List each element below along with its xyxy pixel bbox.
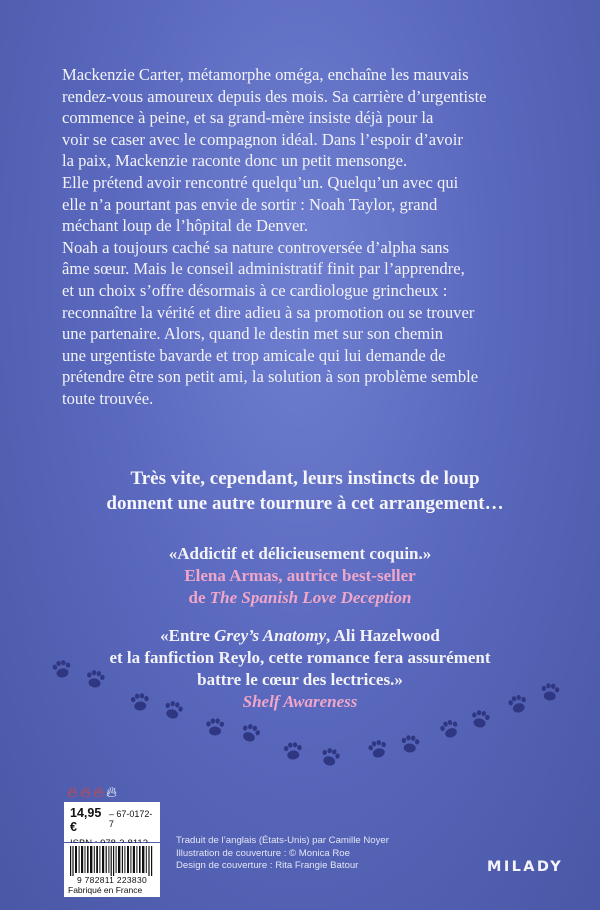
paw-print-icon <box>507 693 529 714</box>
publisher-logo: MILADY <box>487 859 564 875</box>
paw-print-icon <box>163 699 185 720</box>
show-title: Grey’s Anatomy <box>214 626 327 645</box>
blurb-line: méchant loup de l’hôpital de Denver. <box>62 216 309 236</box>
barcode <box>70 846 154 876</box>
barcode-number: 9 782811 223830 <box>76 875 148 885</box>
illustration-credit: Illustration de couverture : © Monica Roe <box>176 847 350 859</box>
flame-icon: 🔥︎ <box>93 785 105 801</box>
paw-print-icon <box>239 722 261 744</box>
blurb-line: rendez-vous amoureux depuis des mois. Sa carrière d’urgentiste <box>62 86 487 106</box>
blurb-line: Noah a toujours caché sa nature controversée d’alpha sans <box>62 237 450 257</box>
quote-attribution-book <box>40 587 560 609</box>
blurb-line: voir se caser avec le compagnon idéal. Dans l’espoir d’avoir <box>62 129 463 149</box>
blurb-line: reconnaître la vérité et dire adieu à sa promotion ou se trouver <box>62 302 475 322</box>
paw-print-icon <box>320 746 342 767</box>
blurb-line: elle n’a pourtant pas envie de sortir : Noah Taylor, grand <box>62 194 438 214</box>
flame-icon: 🔥︎ <box>80 785 92 801</box>
source-title: Shelf Awareness <box>242 692 358 711</box>
made-in-label: Fabriqué en France <box>68 885 143 895</box>
translation-credit: Traduit de l’anglais (États-Unis) par Camille Noyer <box>176 835 389 846</box>
review-quote-1 <box>40 543 560 609</box>
quote-text: «Addictif et délicieusement coquin.» <box>168 544 432 563</box>
blurb-line: une partenaire. Alors, quand le destin met sur son chemin <box>62 324 444 344</box>
attribution-prefix: de <box>188 588 210 607</box>
blurb-line: la paix, Mackenzie raconte donc un petit mensonge. <box>62 151 408 171</box>
credits <box>176 835 389 873</box>
paw-print-icon <box>541 683 560 702</box>
blurb-line: toute trouvée. <box>62 388 154 408</box>
paw-print-icon <box>85 669 105 689</box>
paw-print-icon <box>439 718 461 740</box>
quote-attribution: Elena Armas, autrice best-seller <box>184 566 416 585</box>
price-label <box>64 802 160 842</box>
book-title: The Spanish Love Deception <box>209 588 412 607</box>
quote-line <box>40 625 560 647</box>
blurb-line: commence à peine, et sa grand-mère insiste déjà pour la <box>62 108 434 128</box>
price: 14,95 € <box>70 806 102 834</box>
back-cover-blurb <box>62 64 550 410</box>
barcode-label <box>64 843 160 897</box>
paw-print-icon <box>283 742 302 761</box>
paw-print-icon <box>130 693 149 712</box>
paw-print-icon <box>401 735 420 754</box>
quote-prefix: «Entre <box>160 626 215 645</box>
paw-print-icon <box>367 738 389 759</box>
design-credit: Design de couverture : Rita Frangie Batour <box>176 860 359 872</box>
product-code: – 67-0172-7 <box>108 809 153 829</box>
blurb-line: une urgentiste bavarde et trop amicale qui lui demande de <box>62 345 446 365</box>
flame-outline-icon: 🔥︎ <box>106 785 118 801</box>
tagline <box>55 466 555 516</box>
tagline-line-2: donnent une autre tournure à cet arrangement… <box>106 493 504 514</box>
blurb-line: Mackenzie Carter, métamorphe oméga, enchaîne les mauvais <box>62 65 469 84</box>
heat-rating <box>67 784 117 802</box>
paw-print-icon <box>470 709 490 729</box>
quote-line: et la fanfiction Reylo, cette romance fera assurément <box>109 648 491 667</box>
quote-suffix: , Ali Hazelwood <box>326 626 440 645</box>
paw-print-icon <box>206 718 224 735</box>
blurb-line: prétendre être son petit ami, la solution à son problème semble <box>62 367 479 387</box>
paw-print-icon <box>52 659 72 679</box>
blurb-line: et un choix s’offre désormais à ce cardiologue grincheux : <box>62 280 448 300</box>
blurb-line: Elle prétend avoir rencontré quelqu’un. Quelqu’un avec qui <box>62 172 459 192</box>
flame-icon: 🔥︎ <box>67 785 79 801</box>
quote-line: battre le cœur des lectrices.» <box>197 670 403 689</box>
blurb-line: âme sœur. Mais le conseil administratif finit par l’apprendre, <box>62 259 465 279</box>
tagline-line-1: Très vite, cependant, leurs instincts de loup <box>130 468 480 489</box>
